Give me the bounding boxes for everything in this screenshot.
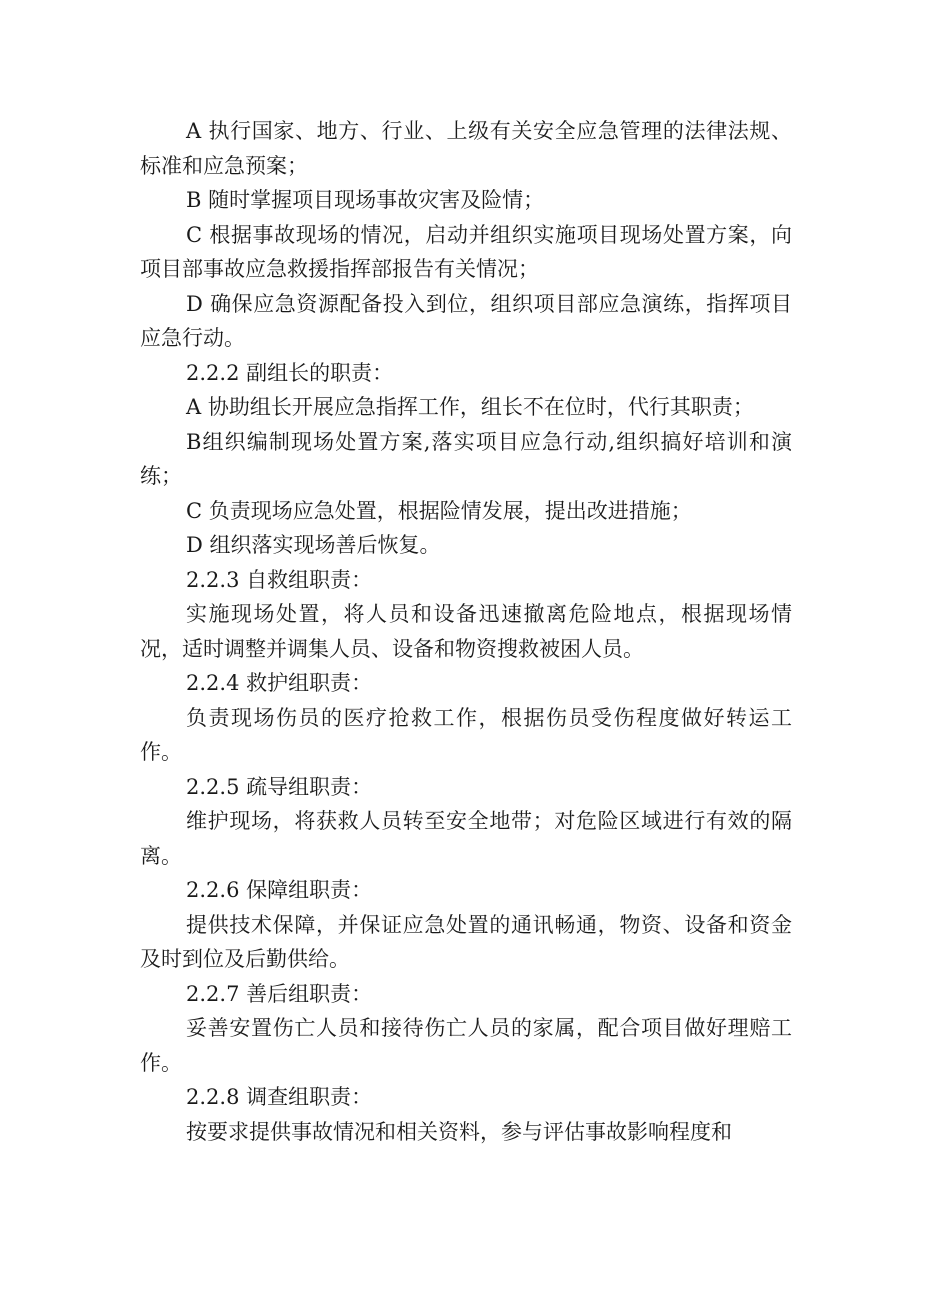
paragraph-deputy-a: A 协助组长开展应急指挥工作，组长不在位时，代行其职责； (186, 395, 754, 419)
paragraph-duty-a: A 执行国家、地方、行业、上级有关安全应急管理的法律法规、标准和应急预案； (140, 119, 792, 178)
paragraph-duty-d: D 确保应急资源配备投入到位，组织项目部应急演练，指挥项目应急行动。 (140, 291, 792, 350)
paragraph-medical-rescue: 负责现场伤员的医疗抢救工作，根据伤员受伤程度做好转运工作。 (140, 705, 792, 764)
paragraph-duty-c: C 根据事故现场的情况，启动并组织实施项目现场处置方案，向项目部事故应急救援指挥部报告有关情况； (140, 222, 792, 281)
section-heading-2-2-3: 2.2.3 自救组职责： (186, 567, 373, 592)
section-heading-2-2-6: 2.2.6 保障组职责： (186, 878, 373, 902)
paragraph-deputy-d: D 组织落实现场善后恢复。 (186, 533, 441, 557)
paragraph-aftermath: 妥善安置伤亡人员和接待伤亡人员的家属，配合项目做好理赔工作。 (140, 1016, 792, 1075)
section-heading-2-2-2: 2.2.2 副组长的职责： (186, 360, 394, 385)
paragraph-deputy-c: C 负责现场应急处置，根据险情发展，提出改进措施； (186, 498, 692, 523)
paragraph-evacuation: 维护现场，将获救人员转至安全地带；对危险区域进行有效的隔离。 (140, 809, 792, 868)
paragraph-self-rescue: 实施现场处置，将人员和设备迅速撤离危险地点，根据现场情况，适时调整并调集人员、设备和物资搜救被困人员。 (140, 602, 792, 661)
paragraph-deputy-b: B组织编制现场处置方案,落实项目应急行动,组织搞好培训和演练； (140, 429, 792, 488)
section-heading-2-2-8: 2.2.8 调查组职责： (186, 1085, 373, 1109)
paragraph-duty-b: B 随时掌握项目现场事故灾害及险情； (186, 188, 545, 212)
section-heading-2-2-4: 2.2.4 救护组职责： (186, 671, 373, 695)
section-heading-2-2-5: 2.2.5 疏导组职责： (186, 774, 373, 799)
paragraph-support: 提供技术保障，并保证应急处置的通讯畅通，物资、设备和资金及时到位及后勤供给。 (140, 912, 792, 971)
paragraph-investigation: 按要求提供事故情况和相关资料，参与评估事故影响程度和 (186, 1119, 732, 1144)
document-body (140, 114, 792, 1149)
section-heading-2-2-7: 2.2.7 善后组职责： (186, 981, 373, 1006)
